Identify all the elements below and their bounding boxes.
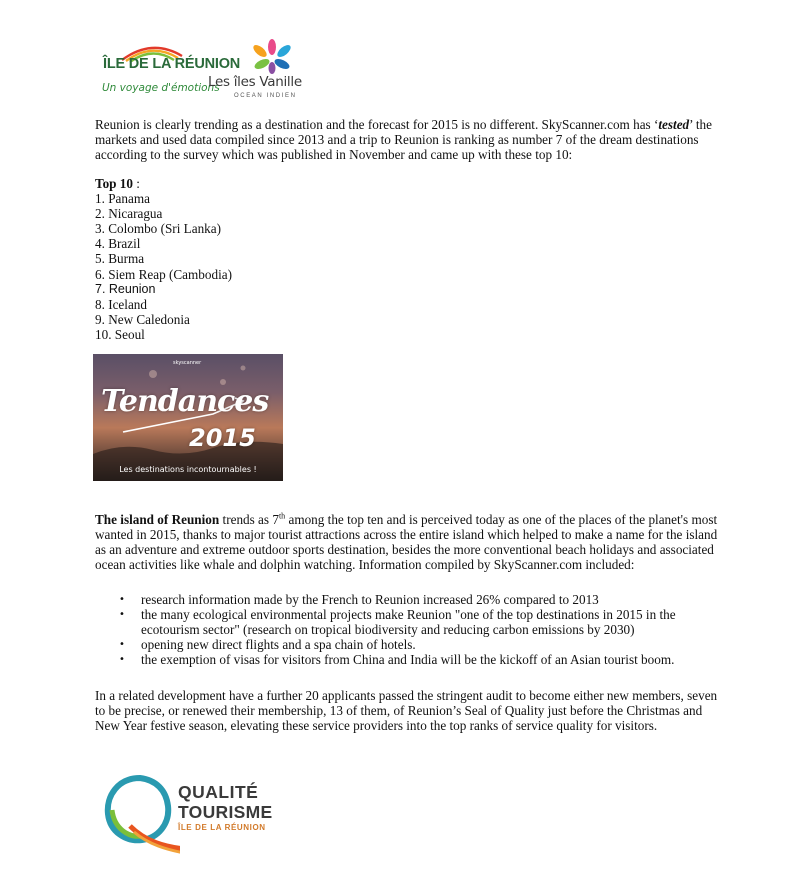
island-text-2: among the top ten and is perceived today as one of the places of the planet's most wanted in 2015, thanks to major tourist attractions across the entire island which helped to make a name for the island as an adventure and extreme outdoor sports destination, besides the more conventional beach holidays and associated ocean activities like whale and dolphin watching. Information compiled by SkyScanner.com included: [95,512,718,572]
vanille-logo-sub: OCEAN INDIEN [234,93,297,99]
bullet-icon: • [119,654,125,665]
intro-text-end: ’ the markets and used data compiled since 2013 and a trip to Reunion is ranking as number 7 of the dream destinations according to the survey which was published in November and came up with these top 10: [95,117,712,162]
q-emblem-icon [100,770,180,855]
qt-line-2: TOURISME [178,802,273,822]
bullet-text: the many ecological environmental projects make Reunion "one of the top destinations in 2015 in the ecotourism sector" (research on tropical biodiversity and reducing carbon emissions by 2030) [141,607,676,637]
list-item: 9. New Caledonia [95,311,190,327]
top10-heading-suffix: : [133,176,140,191]
related-paragraph: In a related development have a further 20 applicants passed the stringent audit to become either new members, seven to be precise, or renewed their membership, 13 of them, of Reunion’s Seal of Quality just before the Christmas and New Year festive season, elevating these service providers into the top ranks of service quality for visitors. [95,688,718,733]
list-item: 4. Brazil [95,236,141,252]
ile-de-la-reunion-logo [100,42,241,104]
list-item: 1. Panama [95,191,150,207]
list-item [95,592,720,607]
list-item: 8. Iceland [95,296,147,312]
bullet-text: research information made by the French to Reunion increased 26% compared to 2013 [141,592,599,607]
bullet-icon: • [119,639,125,650]
iles-vanille-logo [208,38,340,104]
list-item [95,652,720,667]
top10-heading-line [95,176,232,191]
list-item [95,637,720,652]
tendances-2015-banner [93,354,283,481]
bullet-text: opening new direct flights and a spa chain of hotels. [141,637,416,652]
banner-title: Tendances [101,384,269,419]
list-item: 6. Siem Reap (Cambodia) [95,266,232,282]
reunion-logo-name: ÎLE DE LA RÉUNION [103,56,241,72]
banner-year: 2015 [189,424,256,452]
qualite-tourisme-logo [100,770,280,855]
list-item: 5. Burma [95,251,145,267]
bullet-text: the exemption of visas for visitors from China and India will be the kickoff of an Asian tourist boom. [141,652,675,667]
top10-heading: Top 10 [95,176,133,191]
list-item: 10. Seoul [95,326,145,342]
intro-paragraph [95,117,720,162]
vanille-logo-name: Les îles Vanille [208,74,302,90]
reunion-logo-tagline: Un voyage d'émotions [102,82,220,94]
list-item: 7. Reunion [95,281,156,296]
header-logos [100,38,340,108]
list-item [95,607,720,637]
bullet-list [95,592,720,667]
top10-list [95,176,232,342]
bullet-icon: • [119,594,125,605]
list-item: 2. Nicaragua [95,206,163,222]
island-bold-lead: The island of Reunion [95,512,220,527]
intro-text-start: Reunion is clearly trending as a destination and the forecast for 2015 is no different. SkyScanner.com has ‘ [95,117,659,132]
island-text-1: trends as 7 [219,512,279,527]
banner-caption: Les destinations incontournables ! [119,465,257,474]
qt-line-1: QUALITÉ [178,782,259,802]
list-item: 3. Colombo (Sri Lanka) [95,221,221,237]
island-superscript: th [278,511,286,521]
banner-brand: skyscanner [173,360,202,366]
intro-emphasis: tested [658,117,690,132]
bullet-icon: • [119,609,125,620]
island-paragraph [95,512,720,572]
flower-icon [242,38,302,74]
qt-line-3: ÎLE DE LA RÉUNION [178,823,266,832]
